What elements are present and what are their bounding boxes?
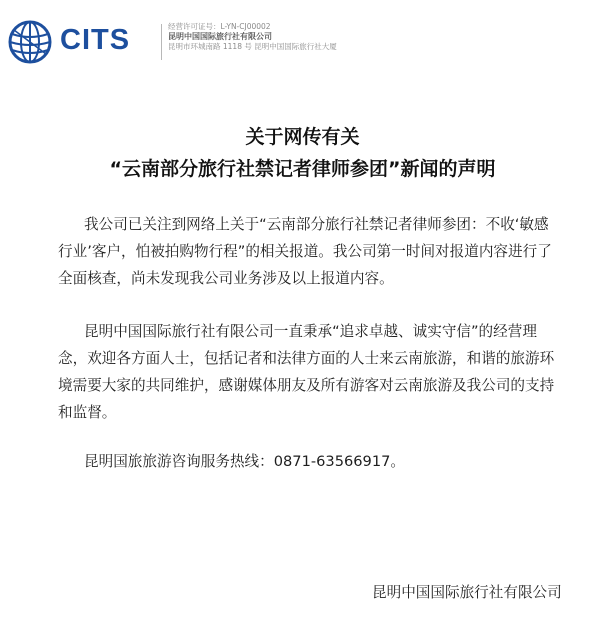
letterhead-info — [168, 22, 337, 52]
statement-title-line-2: “云南部分旅行社禁记者律师参团”新闻的声明 — [109, 158, 496, 180]
paragraph-1: 我公司已关注到网络上关于“云南部分旅行社禁记者律师参团：不收‘敏感行业’客户，怕被拍购物行程”的相关报道。我公司第一时间对报道内容进行了全面核查，尚未发现我公司业务涉及以上报道内容。 — [58, 216, 552, 287]
cits-logo-text: CITS — [60, 24, 131, 56]
license-number: 经营许可证号：L-YN-CJ00002 — [168, 22, 271, 31]
hotline-paragraph: 昆明国旅旅游咨询服务热线：0871-63566917。 — [84, 453, 405, 470]
cits-globe-logo-icon — [8, 20, 52, 64]
company-name: 昆明中国国际旅行社有限公司 — [168, 32, 272, 41]
letterhead — [8, 18, 428, 68]
paragraph-2: 昆明中国国际旅行社有限公司一直秉承“追求卓越、诚实守信”的经营理念，欢迎各方面人士，包括记者和法律方面的人士来云南旅游，和谐的旅游环境需要大家的共同维护，感谢媒体朋友及所有游客对云南旅游及我公司的支持和监督。 — [58, 323, 555, 421]
statement-title-line-1: 关于网传有关 — [245, 126, 360, 148]
company-address: 昆明市环城南路 1118 号 昆明中国国际旅行社大厦 — [168, 42, 337, 51]
signature-company: 昆明中国国际旅行社有限公司 — [372, 584, 562, 601]
header-divider — [161, 24, 162, 60]
